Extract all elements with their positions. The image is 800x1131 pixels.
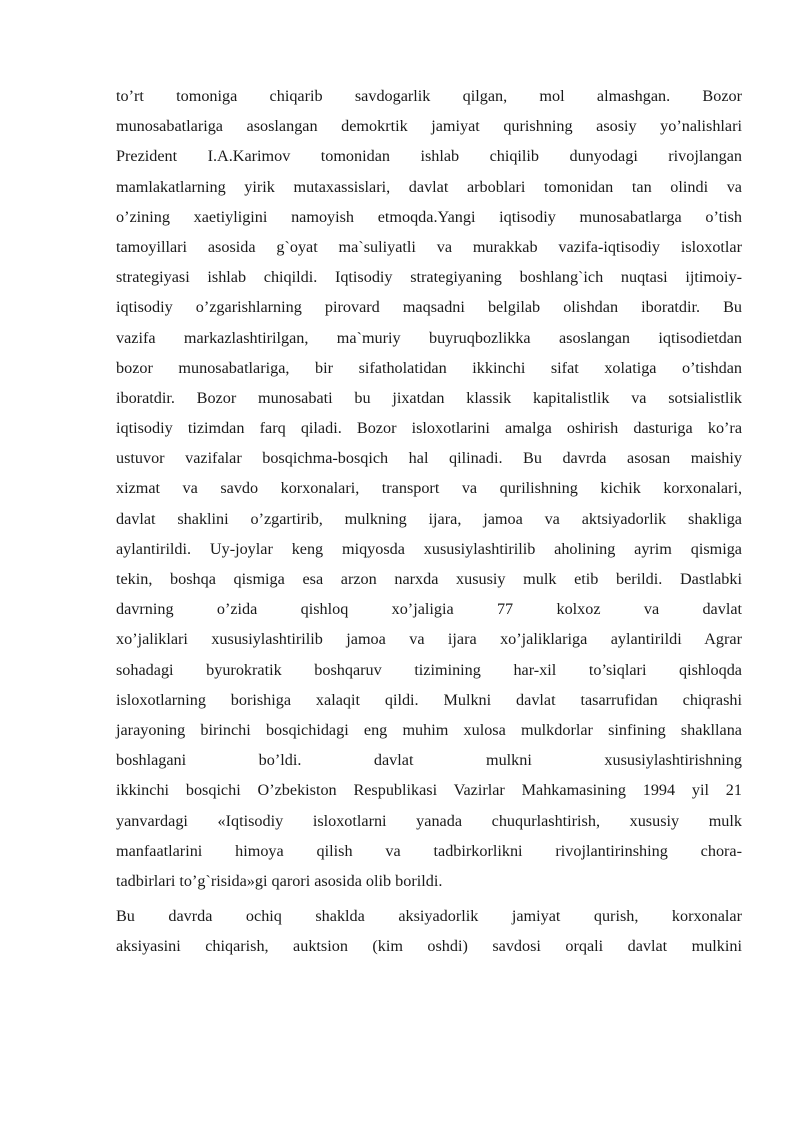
text-line: manfaatlarini himoya qilish va tadbirkorlikni rivojlantirinshing chora- <box>116 841 742 860</box>
text-line: munosabatlariga asoslangan demokrtik jamiyat qurishning asosiy yo’nalishlari <box>116 117 742 136</box>
text-line: boshlagani bo’ldi. davlat mulkni xususiylashtirishning <box>116 751 742 770</box>
text-line: yanvardagi «Iqtisodiy isloxotlarni yanada chuqurlashtirish, xususiy mulk <box>116 811 742 830</box>
text-line: Bu davrda ochiq shaklda aksiyadorlik jamiyat qurish, korxonalar <box>116 907 742 926</box>
text-line: xizmat va savdo korxonalari, transport va qurilishning kichik korxonalari, <box>116 479 742 498</box>
text-line: davlat shaklini o’zgartirib, mulkning ijara, jamoa va aktsiyadorlik shakliga <box>116 509 742 528</box>
text-line: isloxotlarning borishiga xalaqit qildi. Mulkni davlat tasarrufidan chiqrashi <box>116 690 742 709</box>
text-line: tekin, boshqa qismiga esa arzon narxda xususiy mulk etib berildi. Dastlabki <box>116 570 742 588</box>
text-line: iqtisodiy o’zgarishlarning pirovard maqsadni belgilab olishdan iboratdir. Bu <box>116 298 742 317</box>
text-line: aksiyasini chiqarish, auktsion (kim oshdi) savdosi orqali davlat mulkini <box>116 937 742 956</box>
text-line: to’rt tomoniga chiqarib savdogarlik qilgan, mol almashgan. Bozor <box>116 87 742 105</box>
paragraph <box>116 84 742 899</box>
document-body <box>116 84 742 964</box>
text-line: mamlakatlarning yirik mutaxassislari, davlat arboblari tomonidan tan olindi va <box>116 177 742 196</box>
paragraph <box>116 904 742 964</box>
text-line: strategiyasi ishlab chiqildi. Iqtisodiy strategiyaning boshlang`ich nuqtasi ijtimoiy- <box>116 268 742 287</box>
text-line: jarayoning birinchi bosqichidagi eng muhim xulosa mulkdorlar sinfining shakllana <box>116 720 742 739</box>
text-line: iqtisodiy tizimdan farq qiladi. Bozor isloxotlarini amalga oshirish dasturiga ko’ra <box>116 419 742 438</box>
text-line: davrning o’zida qishloq xo’jaligia 77 kolxoz va davlat <box>116 600 742 619</box>
text-line: aylantirildi. Uy-joylar keng miqyosda xususiylashtirilib aholining ayrim qismiga <box>116 539 742 558</box>
text-line: ikkinchi bosqichi O’zbekiston Respublikasi Vazirlar Mahkamasining 1994 yil 21 <box>116 781 742 800</box>
text-line: iboratdir. Bozor munosabati bu jixatdan klassik kapitalistlik va sotsialistlik <box>116 388 742 407</box>
text-line: o’zining xaetiyligini namoyish etmoqda.Yangi iqtisodiy munosabatlarga o’tish <box>116 207 742 226</box>
text-line: vazifa markazlashtirilgan, ma`muriy buyruqbozlikka asoslangan iqtisodietdan <box>116 328 742 347</box>
text-line: xo’jaliklari xususiylashtirilib jamoa va ijara xo’jaliklariga aylantirildi Agrar <box>116 630 742 649</box>
text-line: tadbirlari to’g`risida»gi qarori asosida olib borildi. <box>116 871 443 890</box>
text-line: bozor munosabatlariga, bir sifatholatidan ikkinchi sifat xolatiga o’tishdan <box>116 358 742 377</box>
text-line: Prezident I.A.Karimov tomonidan ishlab chiqilib dunyodagi rivojlangan <box>116 147 742 166</box>
text-line: ustuvor vazifalar bosqichma-bosqich hal qilinadi. Bu davrda asosan maishiy <box>116 449 742 468</box>
text-line: sohadagi byurokratik boshqaruv tizimining har-xil to’siqlari qishloqda <box>116 660 742 679</box>
text-line: tamoyillari asosida g`oyat ma`suliyatli va murakkab vazifa-iqtisodiy isloxotlar <box>116 237 742 256</box>
